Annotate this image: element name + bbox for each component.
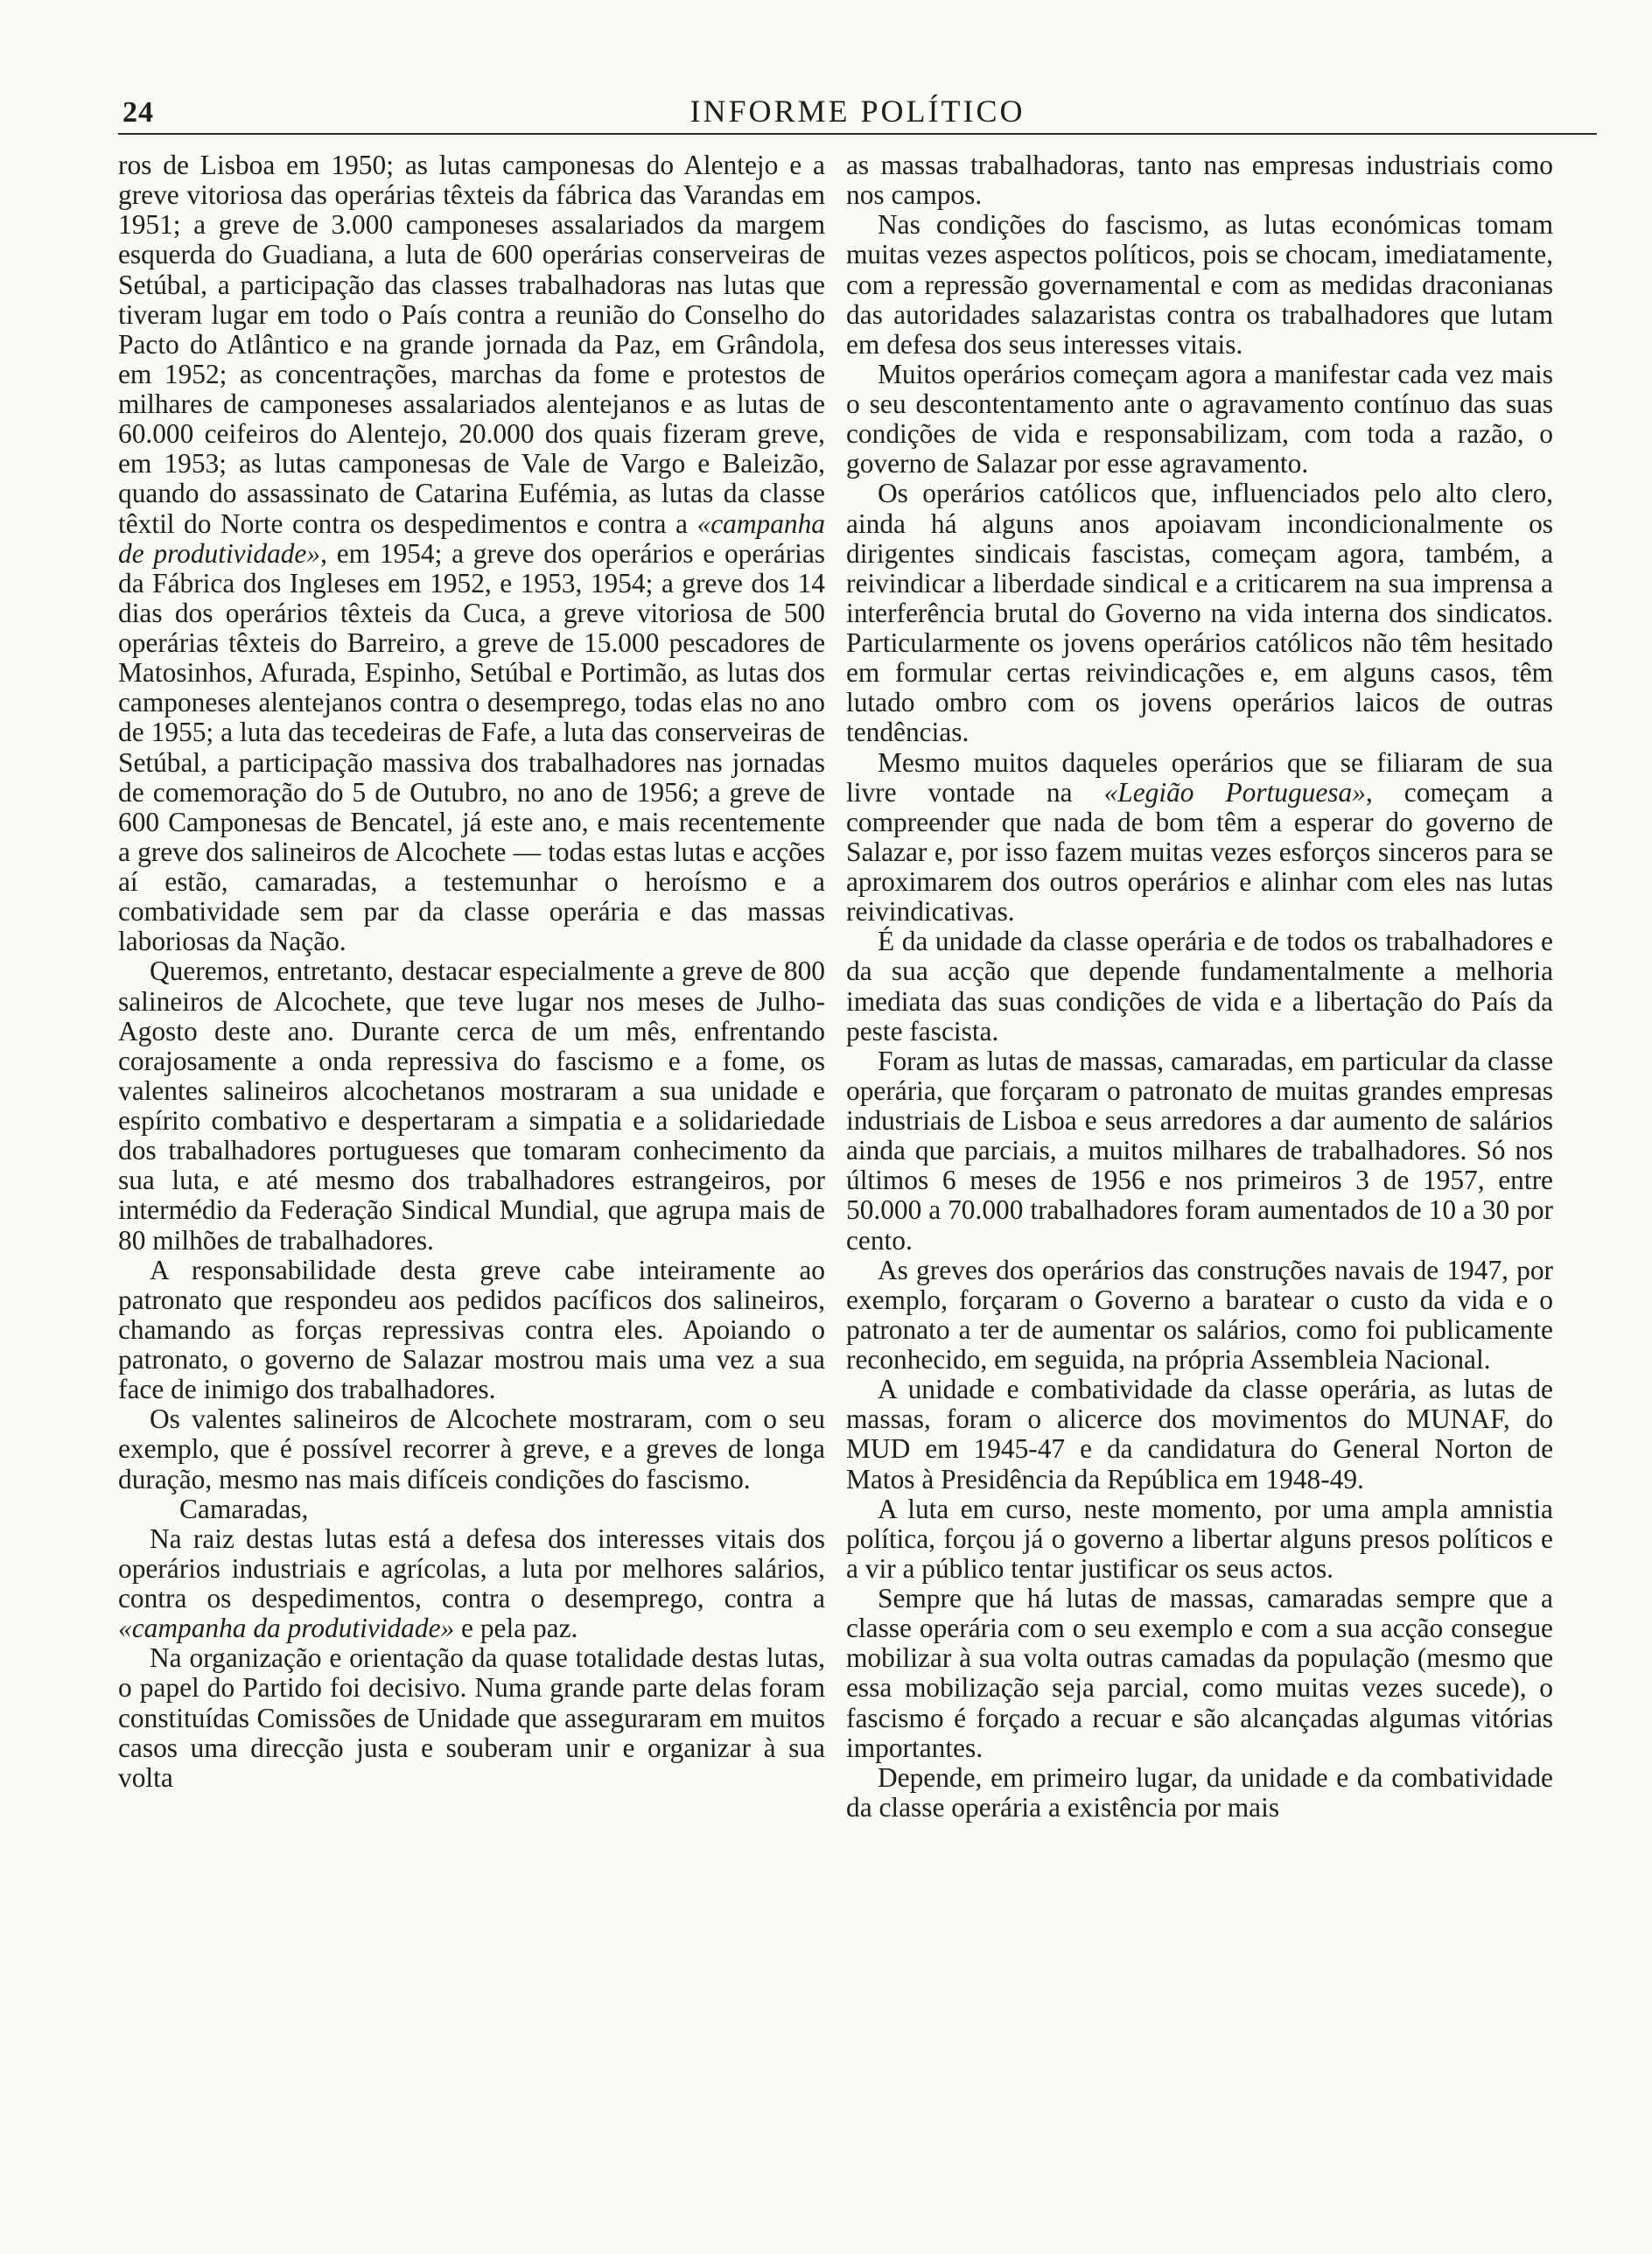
left-text-column	[118, 150, 825, 1793]
paragraph	[118, 1404, 825, 1494]
paragraph-text: As greves dos operários das construções navais de 1947, por exemplo, forçaram o Governo a baratear o custo da vida e o patronato a ter de aumentar os salários, como foi publicamente reconhecido, em seguida, na própria Assembleia Nacional.	[846, 1254, 1553, 1375]
right-text-column	[846, 150, 1553, 1823]
paragraph-text: Nas condições do fascismo, as lutas económicas tomam muitas vezes aspectos políticos, pois se chocam, imediatamente, com a repressão governamental e com as medidas draconianas das autoridades salazaristas contra os trabalhadores que lutam em defesa dos seus interesses vitais.	[846, 209, 1553, 360]
paragraph-text: , em 1954; a greve dos operários e operárias da Fábrica dos Ingleses em 1952, e 1953, 1954; a greve dos 14 dias dos operários têxteis da Cuca, a greve vitoriosa de 500 operárias têxteis do Barreiro, a greve de 15.000 pescadores de Matosinhos, Afurada, Espinho, Setúbal e Portimão, as lutas dos camponeses alentejanos contra o desemprego, todas elas no ano de 1955; a luta das tecedeiras de Fafe, a luta das conserveiras de Setúbal, a participação massiva dos trabalhadores nas jornadas de comemoração do 5 de Outubro, no ano de 1956; a greve de 600 Camponesas de Bencatel, já este ano, e mais recentemente a greve dos salineiros de Alcochete — todas estas lutas e acções aí estão, camaradas, a testemunhar o heroísmo e a combatividade sem par da classe operária e das massas laboriosas da Nação.	[118, 537, 825, 957]
paragraph-text: Os operários católicos que, influenciados pelo alto clero, ainda há alguns anos apoiavam incondicionalmente os dirigentes sindicais fascistas, começam agora, também, a reivindicar a liberdade sindical e a criticarem na sua imprensa a interferência brutal do Governo na vida interna dos sindicatos. Particularmente os jovens operários católicos não têm hesitado em formular certas reivindicações e, em alguns casos, têm lutado ombro com os jovens operários laicos de outras tendências.	[846, 478, 1553, 748]
paragraph	[118, 1643, 825, 1793]
paragraph	[118, 1256, 825, 1405]
italic-quote: «Legião Portuguesa»	[1103, 776, 1366, 808]
paragraph	[118, 150, 825, 956]
page-header	[118, 80, 1597, 135]
salutation	[118, 1494, 825, 1524]
paragraph	[118, 956, 825, 1255]
paragraph-text: Os valentes salineiros de Alcochete mostraram, com o seu exemplo, que é possível recorrer à greve, e a greves de longa duração, mesmo nas mais difíceis condições do fascismo.	[118, 1404, 825, 1494]
page-number: 24	[122, 96, 154, 129]
paragraph-text: A responsabilidade desta greve cabe inteiramente ao patronato que respondeu aos pedidos pacíficos dos salineiros, chamando as forças repressivas contra eles. Apoiando o patronato, o governo de Salazar mostrou mais uma vez a sua face de inimigo dos trabalhadores.	[118, 1254, 825, 1405]
paragraph-text: Na raiz destas lutas está a defesa dos interesses vitais dos operários industriais e agrícolas, a luta por melhores salários, contra os despedimentos, contra o desemprego, contra a	[118, 1522, 825, 1614]
paragraph-text: A luta em curso, neste momento, por uma ampla amnistia política, forçou já o governo a libertar alguns presos políticos e a vir a público tentar justificar os seus actos.	[846, 1493, 1553, 1584]
paragraph	[846, 1584, 1553, 1763]
running-title: INFORME POLÍTICO	[690, 94, 1026, 129]
paragraph-text: as massas trabalhadoras, tanto nas empresas industriais como nos campos.	[846, 150, 1553, 211]
paragraph	[846, 479, 1553, 747]
paragraph	[846, 210, 1553, 360]
paragraph-text: Muitos operários começam agora a manifestar cada vez mais o seu descontentamento ante o agravamento contínuo das suas condições de vida e responsabilizam, com toda a razão, o governo de Salazar por esse agravamento.	[846, 358, 1553, 480]
paragraph-text: , começam a compreender que nada de bom têm a esperar do governo de Salazar e, por isso fazem muitas vezes esforços sinceros para se aproximarem dos outros operários e alinhar com eles nas lutas reivindicativas.	[846, 776, 1553, 928]
paragraph-text: Foram as lutas de massas, camaradas, em particular da classe operária, que forçaram o patronato de muitas grandes empresas industriais de Lisboa e seus arredores a dar aumento de salários ainda que parciais, a muitos milhares de trabalhadores. Só nos últimos 6 meses de 1956 e nos primeiros 3 de 1957, entre 50.000 a 70.000 trabalhadores foram aumentados de 10 a 30 por cento.	[846, 1045, 1553, 1256]
paragraph-text: Queremos, entretanto, destacar especialmente a greve de 800 salineiros de Alcochete, que teve lugar nos meses de Julho-Agosto deste ano. Durante cerca de um mês, enfrentando corajosamente a onda repressiva do fascismo e a fome, os valentes salineiros alcochetanos mostraram a sua unidade e espírito combativo e despertaram a simpatia e a solidariedade dos trabalhadores portugueses que tomaram conhecimento da sua luta, e até mesmo dos trabalhadores estrangeiros, por intermédio da Federação Sindical Mundial, que agrupa mais de 80 milhões de trabalhadores.	[118, 956, 825, 1256]
paragraph-text: e pela paz.	[454, 1613, 578, 1644]
paragraph	[846, 1256, 1553, 1376]
italic-quote: «campanha da produtividade»	[118, 1613, 455, 1644]
paragraph	[846, 1763, 1553, 1823]
paragraph-text: Depende, em primeiro lugar, da unidade e da combatividade da classe operária a existência por mais	[846, 1761, 1553, 1823]
paragraph-text: Sempre que há lutas de massas, camaradas sempre que a classe operária com o seu exemplo e com a sua acção consegue mobilizar à sua volta outras camadas da população (mesmo que essa mobilização seja parcial, como muitas vezes sucede), o fascismo é forçado a recuar e são alcançadas algumas vitórias importantes.	[846, 1583, 1553, 1763]
paragraph-text: Camaradas,	[179, 1493, 309, 1524]
paragraph	[846, 1375, 1553, 1494]
paragraph	[846, 150, 1553, 210]
paragraph	[846, 748, 1553, 928]
paragraph-text: É da unidade da classe operária e de todos os trabalhadores e da sua acção que depende fundamentalmente a melhoria imediata das suas condições de vida e a libertação do País da peste fascista.	[846, 926, 1553, 1046]
paragraph	[118, 1524, 825, 1644]
paragraph-text: ros de Lisboa em 1950; as lutas camponesas do Alentejo e a greve vitoriosa das operárias têxteis da fábrica das Varandas em 1951; a greve de 3.000 camponeses assalariados da margem esquerda do Guadiana, a luta de 600 operárias conserveiras de Setúbal, a participação das classes trabalhadoras nas lutas que tiveram lugar em todo o País contra a reunião do Conselho do Pacto do Atlântico e na grande jornada da Paz, em Grândola, em 1952; as concentrações, marchas da fome e protestos de milhares de camponeses assalariados alentejanos e as lutas de 60.000 ceifeiros do Alentejo, 20.000 dos quais fizeram greve, em 1953; as lutas camponesas de Vale de Vargo e Baleizão, quando do assassinato de Catarina Eufémia, as lutas da classe têxtil do Norte contra os despedimentos e contra a	[118, 150, 825, 539]
paragraph	[846, 360, 1553, 480]
paragraph-text: Na organização e orientação da quase totalidade destas lutas, o papel do Partido foi decisivo. Numa grande parte delas foram constituídas Comissões de Unidade que asseguraram em muitos casos uma direcção justa e souberam unir e organizar à sua volta	[118, 1642, 825, 1793]
paragraph-text: Mesmo muitos daqueles operários que se filiaram de sua livre vontade na	[846, 746, 1553, 808]
paragraph-text: A unidade e combatividade da classe operária, as lutas de massas, foram o alicerce dos movimentos do MUNAF, do MUD em 1945-47 e da candidatura do General Norton de Matos à Presidência da República em 1948-49.	[846, 1374, 1553, 1494]
paragraph	[846, 1046, 1553, 1256]
paragraph	[846, 1494, 1553, 1584]
italic-quote: «campanha de produtividade»	[118, 508, 825, 569]
paragraph	[846, 927, 1553, 1046]
